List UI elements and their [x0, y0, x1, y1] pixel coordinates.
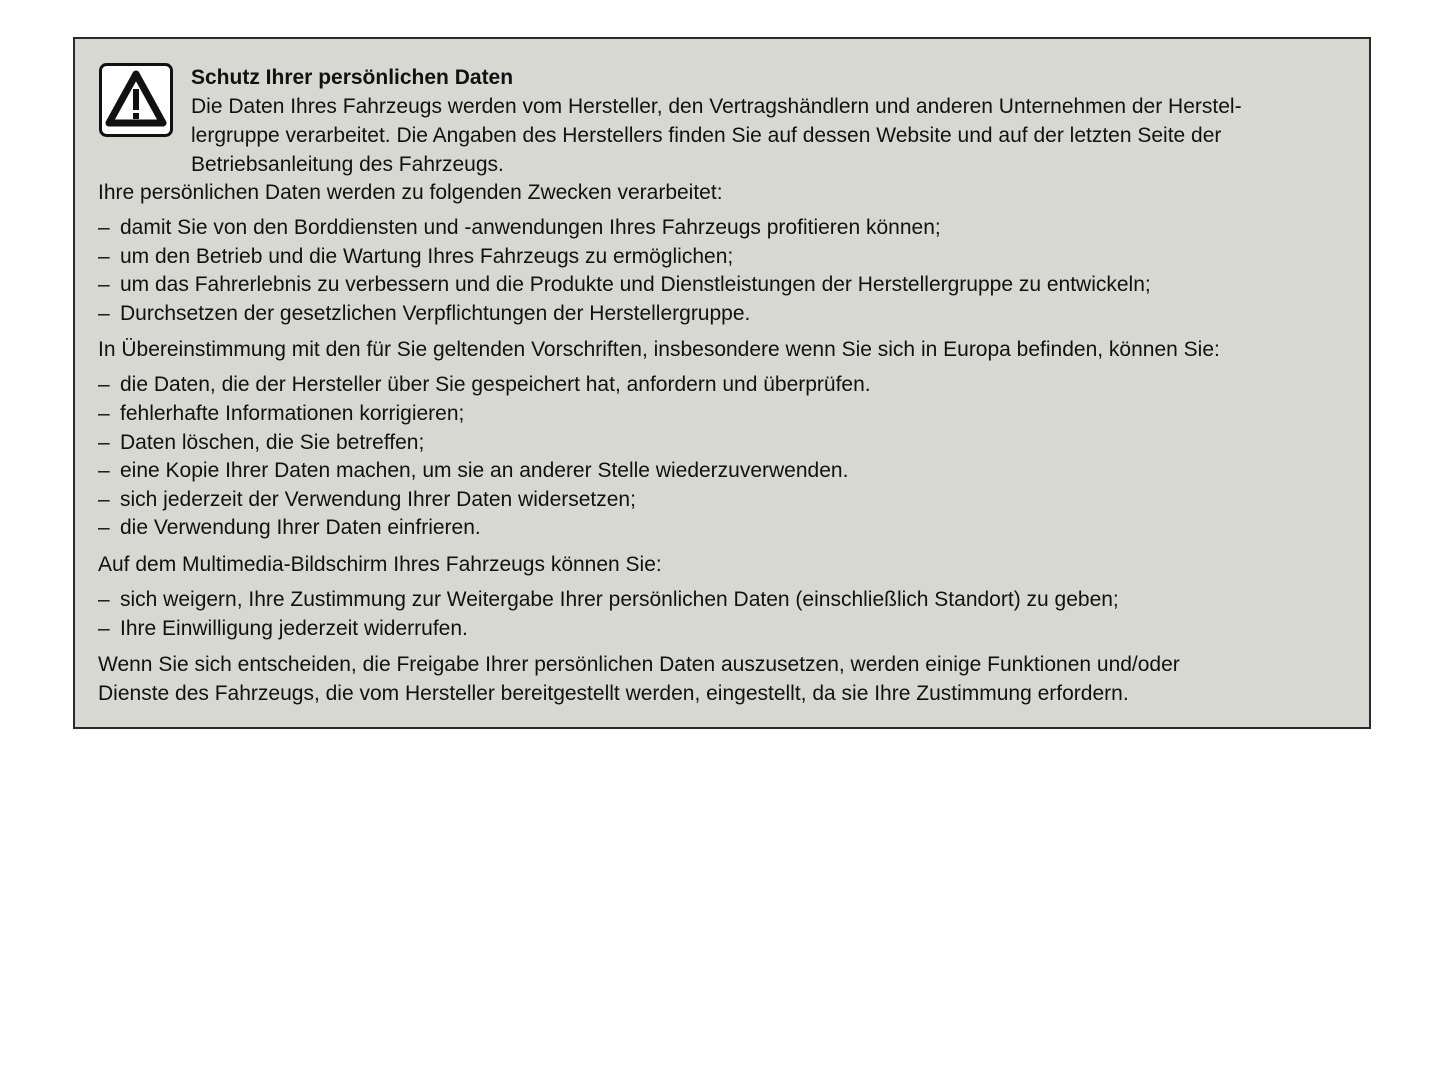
purposes-heading: Ihre persönlichen Daten werden zu folgenden Zwecken verarbeitet: [98, 181, 723, 204]
bullet-dash: – [98, 487, 110, 511]
list-item [98, 243, 1358, 272]
bullet-dash: – [98, 401, 110, 425]
right-text: die Verwendung Ihrer Daten einfrieren. [120, 516, 481, 540]
right-text: Daten löschen, die Sie betreffen; [120, 430, 425, 454]
right-text: eine Kopie Ihrer Daten machen, um sie an anderer Stelle wiederzuverwenden. [120, 459, 849, 483]
notice-title: Schutz Ihrer persönlichen Daten [191, 66, 514, 89]
bullet-dash: – [98, 430, 110, 454]
list-item [98, 457, 1358, 486]
list-item [98, 371, 1358, 400]
purpose-text: Durchsetzen der gesetzlichen Verpflichtungen der Herstellergruppe. [120, 301, 751, 325]
intro-line: Betriebsanleitung des Fahrzeugs. [191, 153, 504, 176]
intro-line: lergruppe verarbeitet. Die Angaben des Herstellers finden Sie auf dessen Website und auf der letzten Seite der [191, 124, 1222, 147]
bullet-dash: – [98, 373, 110, 397]
right-text: sich jederzeit der Verwendung Ihrer Daten widersetzen; [120, 487, 636, 511]
purpose-text: um das Fahrerlebnis zu verbessern und die Produkte und Dienstleistungen der Herstellergruppe zu entwickeln; [120, 273, 1151, 297]
list-item [98, 214, 1358, 243]
list-item [98, 400, 1358, 429]
rights-heading: In Übereinstimmung mit den für Sie geltenden Vorschriften, insbesondere wenn Sie sich in Europa befinden, können Sie: [98, 338, 1220, 362]
multimedia-options-list [98, 586, 1358, 643]
intro-line: Die Daten Ihres Fahrzeugs werden vom Hersteller, den Vertragshändlern und anderen Unternehmen der Herstel- [191, 95, 1242, 118]
warning-triangle-icon [99, 63, 173, 137]
list-item [98, 429, 1358, 458]
notice-body [98, 178, 1358, 708]
privacy-notice-box [73, 37, 1371, 729]
purposes-list [98, 214, 1358, 328]
bullet-dash: – [98, 587, 110, 611]
bullet-dash: – [98, 616, 110, 640]
list-item [98, 586, 1358, 615]
right-text: fehlerhafte Informationen korrigieren; [120, 401, 465, 425]
bullet-dash: – [98, 516, 110, 540]
list-item [98, 486, 1358, 515]
bullet-dash: – [98, 459, 110, 483]
closing-line: Wenn Sie sich entscheiden, die Freigabe Ihrer persönlichen Daten auszusetzen, werden einige Funktionen und/oder [98, 653, 1180, 677]
bullet-dash: – [98, 216, 110, 239]
notice-header [191, 63, 1351, 179]
multimedia-option-text: sich weigern, Ihre Zustimmung zur Weitergabe Ihrer persönlichen Daten (einschließlich Standort) zu geben; [120, 587, 1119, 611]
list-item [98, 300, 1358, 329]
purpose-text: damit Sie von den Borddiensten und -anwendungen Ihres Fahrzeugs profitieren können; [120, 216, 941, 239]
bullet-dash: – [98, 301, 110, 325]
list-item [98, 271, 1358, 300]
list-item [98, 514, 1358, 543]
bullet-dash: – [98, 244, 110, 268]
rights-list [98, 371, 1358, 543]
list-item [98, 615, 1358, 644]
closing-line: Dienste des Fahrzeugs, die vom Hersteller bereitgestellt werden, eingestellt, da sie Ihre Zustimmung erfordern. [98, 682, 1129, 706]
multimedia-option-text: Ihre Einwilligung jederzeit widerrufen. [120, 616, 468, 640]
bullet-dash: – [98, 273, 110, 297]
right-text: die Daten, die der Hersteller über Sie gespeichert hat, anfordern und überprüfen. [120, 373, 871, 397]
multimedia-heading: Auf dem Multimedia-Bildschirm Ihres Fahrzeugs können Sie: [98, 552, 662, 576]
purpose-text: um den Betrieb und die Wartung Ihres Fahrzeugs zu ermöglichen; [120, 244, 734, 268]
